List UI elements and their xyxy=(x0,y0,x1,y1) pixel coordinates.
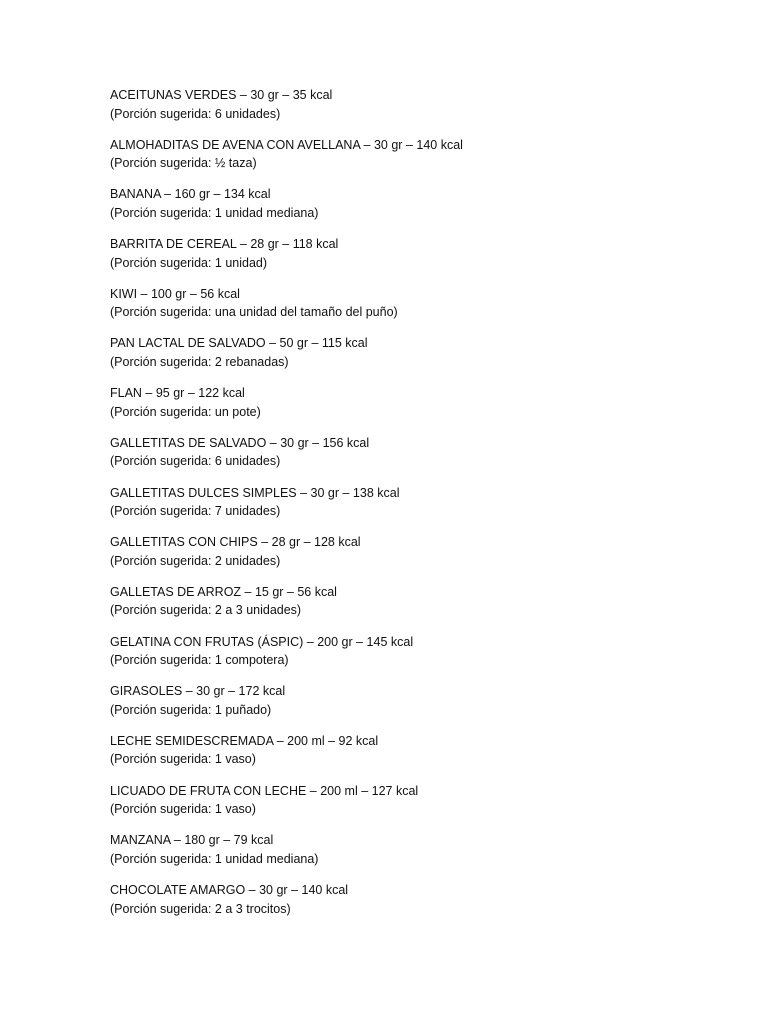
food-portion: (Porción sugerida: 1 vaso) xyxy=(110,802,256,817)
food-entry xyxy=(110,682,710,732)
food-portion: (Porción sugerida: 1 compotera) xyxy=(110,653,289,668)
food-name: LICUADO DE FRUTA CON LECHE – 200 ml – 127 kcal xyxy=(110,783,419,798)
food-entry xyxy=(110,633,710,683)
food-entry xyxy=(110,86,710,136)
food-name: GALLETITAS CON CHIPS – 28 gr – 128 kcal xyxy=(110,535,361,550)
food-portion: (Porción sugerida: 2 rebanadas) xyxy=(110,354,289,369)
food-name: ALMOHADITAS DE AVENA CON AVELLANA – 30 gr – 140 kcal xyxy=(110,137,463,152)
document-page xyxy=(110,86,710,931)
food-portion: (Porción sugerida: un pote) xyxy=(110,404,261,419)
food-portion: (Porción sugerida: 1 unidad) xyxy=(110,255,268,270)
food-portion: (Porción sugerida: ½ taza) xyxy=(110,156,257,171)
food-name: GALLETITAS DULCES SIMPLES – 30 gr – 138 kcal xyxy=(110,485,400,500)
food-name: CHOCOLATE AMARGO – 30 gr – 140 kcal xyxy=(110,883,349,897)
food-portion: (Porción sugerida: 6 unidades) xyxy=(110,454,281,469)
food-entry xyxy=(110,136,710,186)
food-entry xyxy=(110,732,710,782)
food-entry xyxy=(110,334,710,384)
food-name: GALLETAS DE ARROZ – 15 gr – 56 kcal xyxy=(110,584,337,599)
food-name: KIWI – 100 gr – 56 kcal xyxy=(110,286,240,301)
food-entry xyxy=(110,881,710,931)
food-name: FLAN – 95 gr – 122 kcal xyxy=(110,386,245,401)
food-name: PAN LACTAL DE SALVADO – 50 gr – 115 kcal xyxy=(110,336,368,351)
food-entry xyxy=(110,434,710,484)
food-name: GIRASOLES – 30 gr – 172 kcal xyxy=(110,684,286,699)
food-name: BARRITA DE CEREAL – 28 gr – 118 kcal xyxy=(110,237,339,252)
food-portion: (Porción sugerida: 1 vaso) xyxy=(110,752,256,767)
food-name: ACEITUNAS VERDES – 30 gr – 35 kcal xyxy=(110,88,333,102)
food-name: BANANA – 160 gr – 134 kcal xyxy=(110,187,271,202)
food-portion: (Porción sugerida: una unidad del tamaño del puño) xyxy=(110,305,398,320)
food-portion: (Porción sugerida: 2 a 3 trocitos) xyxy=(110,901,291,916)
food-entry xyxy=(110,384,710,434)
food-portion: (Porción sugerida: 1 unidad mediana) xyxy=(110,205,319,220)
food-name: LECHE SEMIDESCREMADA – 200 ml – 92 kcal xyxy=(110,733,379,748)
food-entry xyxy=(110,185,710,235)
food-portion: (Porción sugerida: 1 puñado) xyxy=(110,702,272,717)
food-name: GALLETITAS DE SALVADO – 30 gr – 156 kcal xyxy=(110,435,370,450)
food-entry xyxy=(110,235,710,285)
food-portion: (Porción sugerida: 2 a 3 unidades) xyxy=(110,603,302,618)
food-entry xyxy=(110,782,710,832)
food-portion: (Porción sugerida: 2 unidades) xyxy=(110,553,281,568)
food-entry xyxy=(110,831,710,881)
food-portion: (Porción sugerida: 1 unidad mediana) xyxy=(110,851,319,866)
food-entry xyxy=(110,533,710,583)
food-name: MANZANA – 180 gr – 79 kcal xyxy=(110,833,274,848)
food-portion: (Porción sugerida: 6 unidades) xyxy=(110,106,281,121)
food-entry xyxy=(110,484,710,534)
food-entry xyxy=(110,583,710,633)
food-entry xyxy=(110,285,710,335)
food-portion: (Porción sugerida: 7 unidades) xyxy=(110,504,281,518)
food-name: GELATINA CON FRUTAS (ÁSPIC) – 200 gr – 145 kcal xyxy=(110,634,414,649)
